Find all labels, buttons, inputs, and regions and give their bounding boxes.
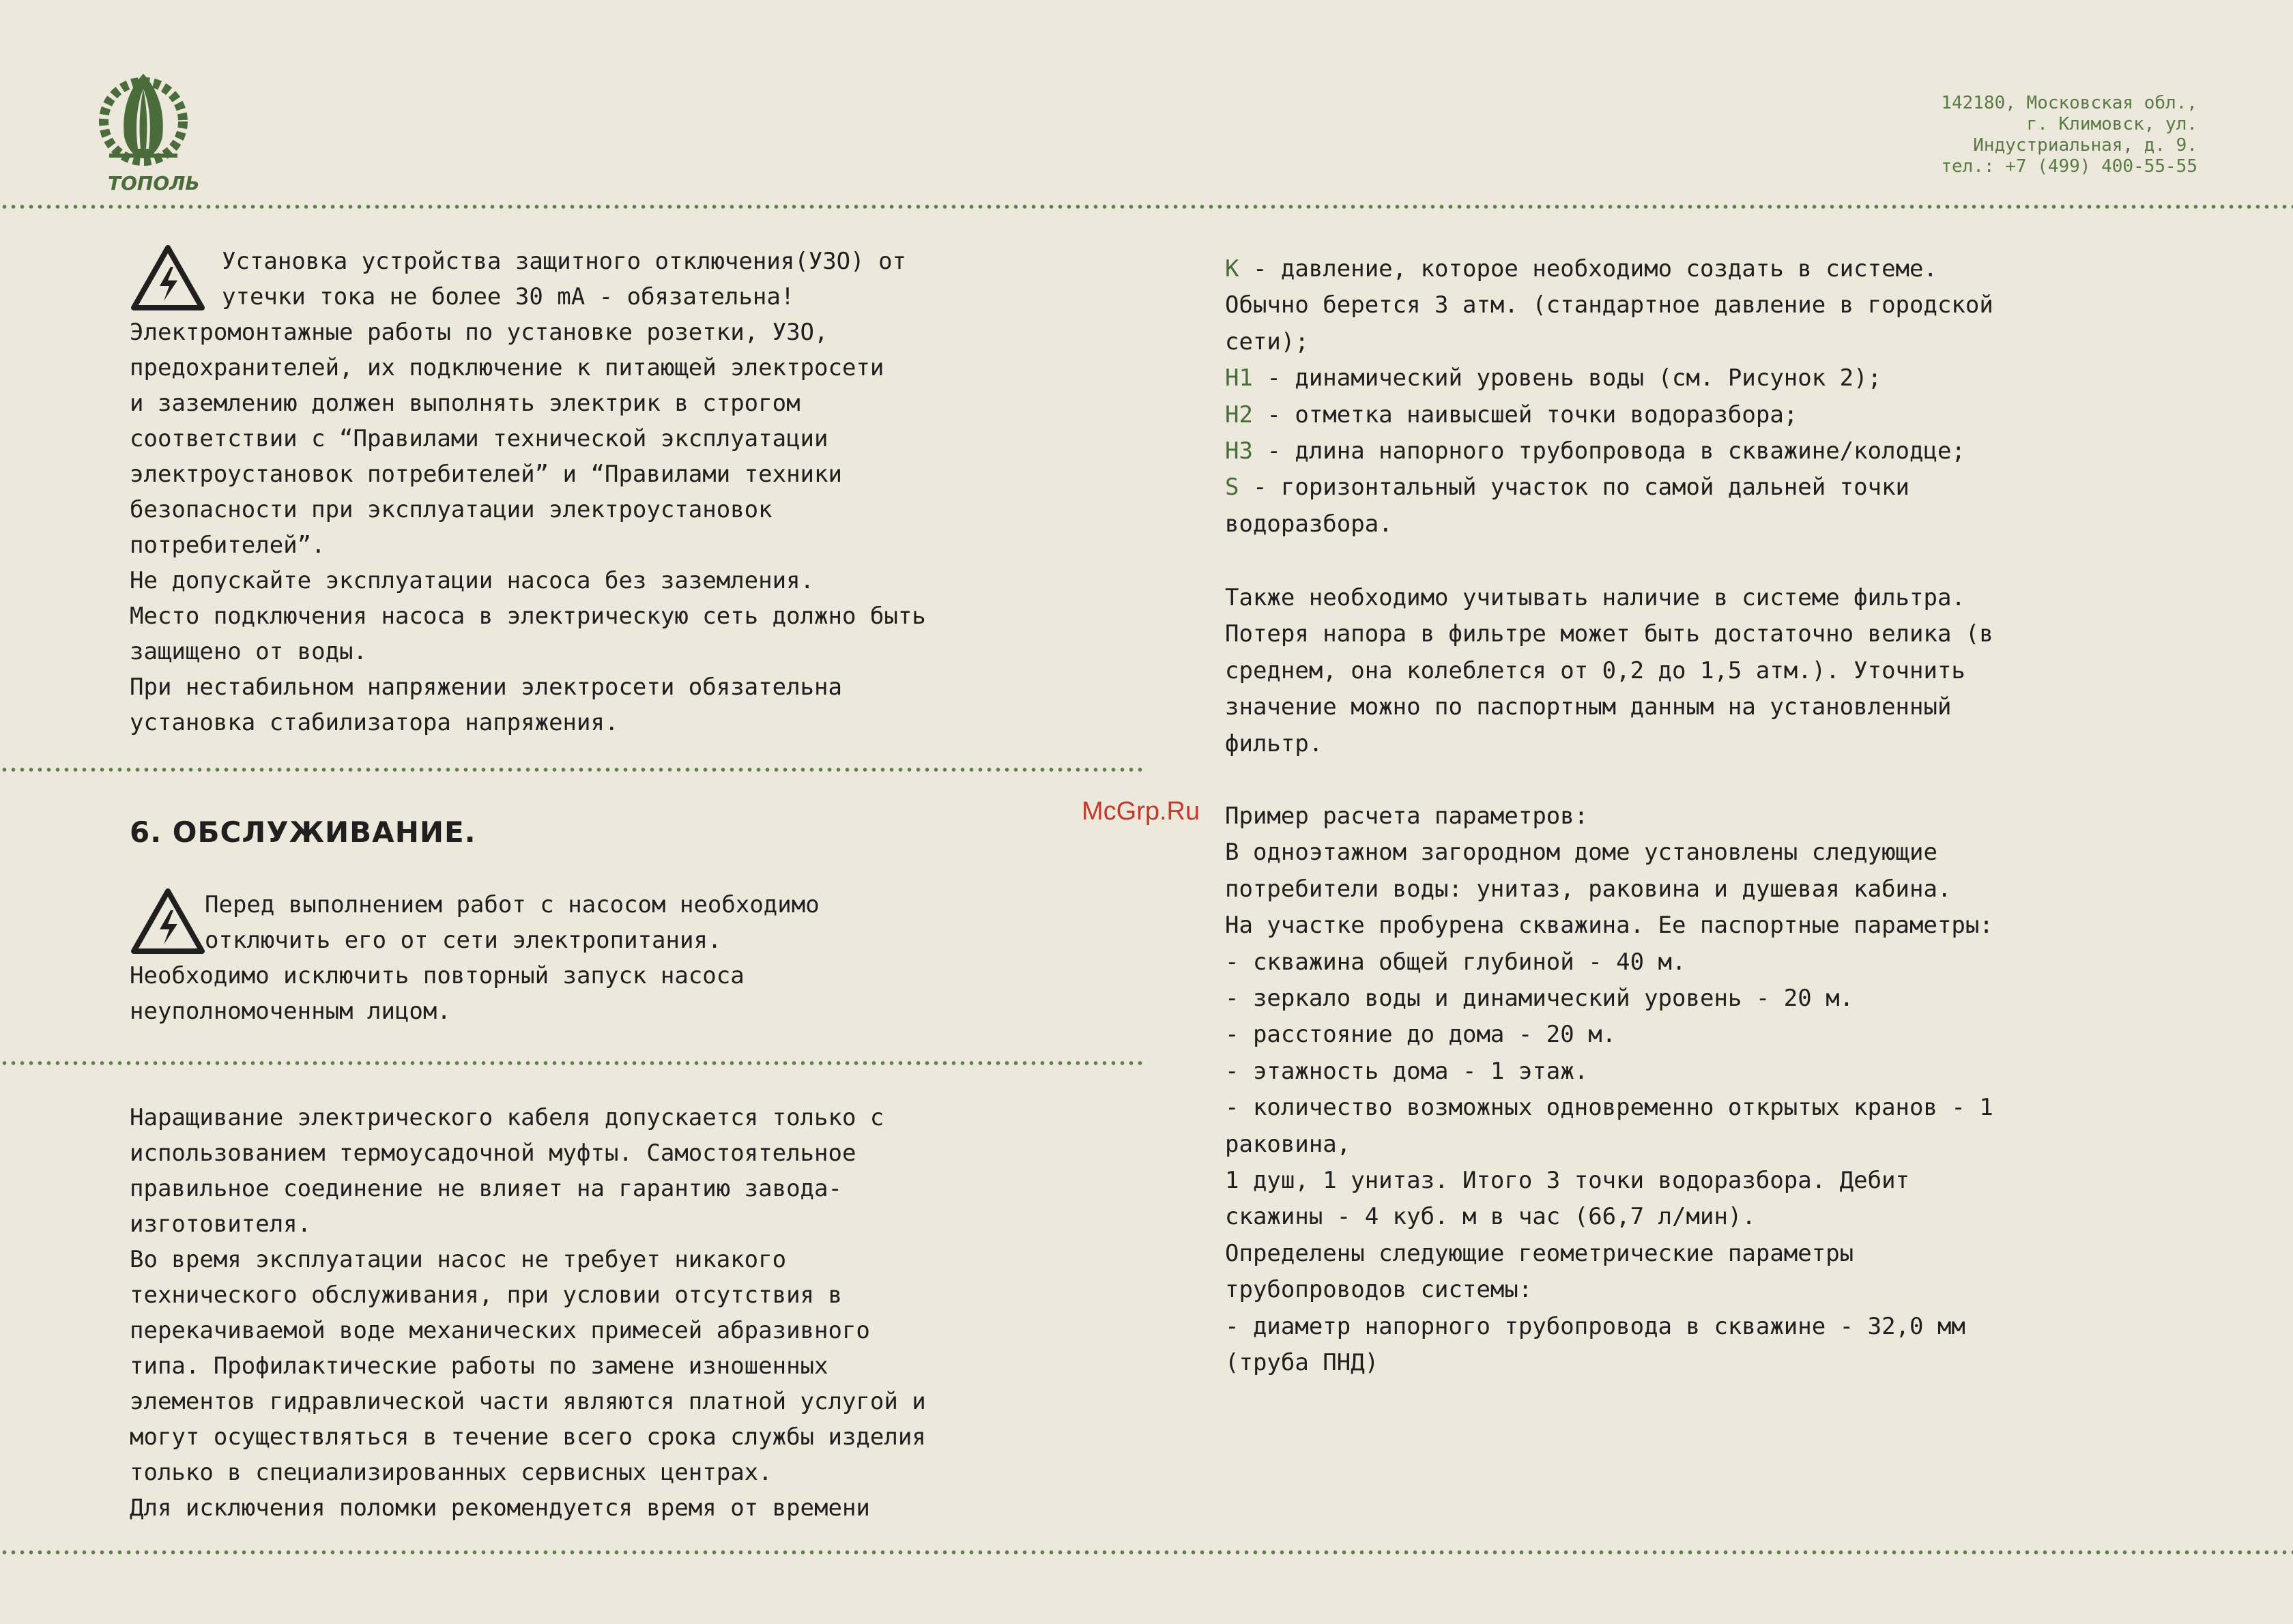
watermark: McGrp.Ru [1082, 797, 1200, 826]
parameter-definitions: K - давление, которое необходимо создать в системе. Обычно берется 3 атм. (стандартное давление в городской сети); H1 - динамический уровень воды (см. Рисунок 2); H2 - отметка наивысшей точки водоразбора; H3 - длина напорного трубопровода в скважине/колодце; S - горизонтальный участок по самой дальней точки водоразбора. [1225, 255, 1993, 538]
poplar-tree-logo-icon [96, 68, 191, 171]
address-line: г. Климовск, ул. [2026, 114, 2197, 134]
filter-note: Также необходимо учитывать наличие в системе фильтра. Потеря напора в фильтре может быть достаточно велика (в среднем, она колеблется от 0,2 до 1,5 атм.). Уточнить значение можно по паспортным данным на установленный фильтр. [1225, 584, 1993, 757]
calculation-example: Пример расчета параметров: В одноэтажном загородном доме установлены следующие потребители воды: унитаз, раковина и душевая кабина. На участке пробурена скважина. Ее паспортные параметры: - скважина общей глубиной - 40 м. - зеркало воды и динамический уровень - 20 м. - расстояние до дома - 20 м. - этажность дома - 1 этаж. - количество возможных одновременно открытых кранов - 1 раковина, 1 душ, 1 унитаз. Итого 3 точки водоразбора. Дебит скажины - 4 куб. м в час (66,7 л/мин). Определены следующие геометрические параметры трубопроводов системы: - диаметр напорного трубопровода в скважине - 32,0 мм (труба ПНД) [1225, 802, 1993, 1377]
section-heading: 6. ОБСЛУЖИВАНИЕ. [130, 815, 476, 849]
maintenance-text: Наращивание электрического кабеля допускается только с использованием термоусадочной муфты. Самостоятельное правильное соединение не влияет на гарантию завода- изготовителя. Во время эксплуатации насос не требует никакого технического обслуживания, при условии отсутствия в перекачиваемой воде механических примесей абразивного типа. Профилактические работы по замене изношенных элементов гидравлической части являются платной услугой и могут осуществляться в течение всего срока службы изделия только в специализированных сервисных центрах. Для исключения поломки рекомендуется время от времени [130, 1104, 926, 1522]
electrical-instructions: Электромонтажные работы по установке розетки, УЗО, предохранителей, их подключение к питающей электросети и заземлению должен выполнять электрик в строгом соответствии с “Правилами технической эксплуатации электроустановок потребителей” и “Правилами техники безопасности при эксплуатации электроустановок потребителей”. Не допускайте эксплуатации насоса без заземления. Место подключения насоса в электрическую сеть должно быть защищено от воды. При нестабильном напряжении электросети обязательна установка стабилизатора напряжения. [130, 319, 926, 736]
logo-text: ТОПОЛЬ [108, 172, 200, 194]
restart-warning: Необходимо исключить повторный запуск насоса неуполномоченным лицом. [130, 962, 745, 1025]
warning-uzo: Установка устройства защитного отключения(УЗО) от утечки тока не более 30 mA - обязательна! [222, 248, 907, 310]
address-line: 142180, Московская обл., [1941, 93, 2197, 113]
company-address [1941, 93, 2197, 177]
footer-divider [0, 1550, 2293, 1554]
address-phone: тел.: +7 (499) 400-55-55 [1941, 156, 2197, 177]
header-divider [0, 205, 2293, 209]
warning-power-off: Перед выполнением работ с насосом необходимо отключить его от сети электропитания. [205, 891, 820, 954]
section-divider [0, 1061, 1146, 1065]
brand-logo [96, 68, 191, 171]
section-divider [0, 768, 1146, 772]
warning-triangle-icon [130, 244, 206, 315]
address-line: Индустриальная, д. 9. [1973, 135, 2197, 156]
warning-triangle-icon [130, 887, 206, 958]
